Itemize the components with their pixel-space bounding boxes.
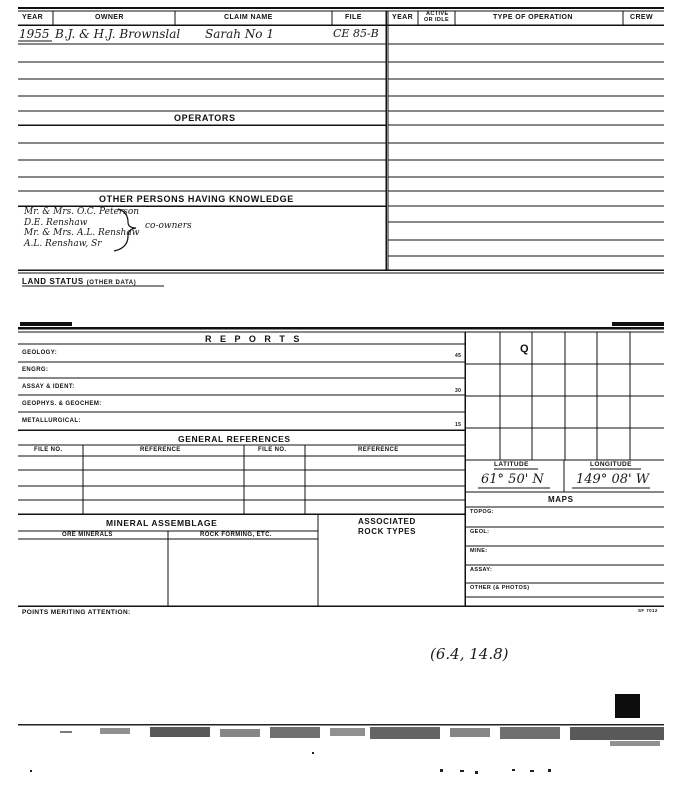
points-meriting-attention: POINTS MERITING ATTENTION: — [22, 609, 131, 616]
land-status-sub: (OTHER DATA) — [86, 280, 137, 286]
ref-header-reference-2: REFERENCE — [358, 447, 399, 453]
header-type-of-operation: TYPE OF OPERATION — [493, 14, 573, 21]
entry-claim-name: Sarah No 1 — [205, 27, 274, 41]
header-crew: CREW — [630, 14, 653, 21]
rock-forming-header: ROCK FORMING, ETC. — [200, 532, 272, 538]
report-engrg: ENGRG: — [22, 367, 49, 373]
operators-title: OPERATORS — [174, 113, 236, 123]
ore-minerals-header: ORE MINERALS — [62, 532, 113, 538]
other-persons-title: OTHER PERSONS HAVING KNOWLEDGE — [99, 194, 294, 204]
header-file: FILE — [345, 14, 362, 21]
handwritten-coordinates: (6.4, 14.8) — [430, 645, 509, 663]
reports-title: R E P O R T S — [205, 334, 303, 344]
grid-mark: Q — [520, 343, 530, 355]
map-mine: MINE: — [470, 548, 488, 554]
report-geology: GEOLOGY: — [22, 350, 58, 356]
report-assay-num: 30 — [455, 388, 462, 394]
map-topog: TOPOG: — [470, 509, 494, 515]
entry-owner: B.J. & H.J. Brownslal — [55, 27, 181, 41]
report-assay: ASSAY & IDENT: — [22, 384, 75, 390]
land-status-title: LAND STATUS (OTHER DATA) — [22, 277, 137, 286]
map-geol: GEOL: — [470, 529, 490, 535]
person-line-2: D.E. Renshaw — [24, 218, 88, 228]
header-owner: OWNER — [95, 14, 124, 21]
ref-header-reference-1: REFERENCE — [140, 447, 181, 453]
header-active: ACTIVE — [426, 11, 449, 17]
co-owners-note: co-owners — [145, 221, 192, 231]
mineral-assemblage-title: MINERAL ASSEMBLAGE — [106, 518, 218, 528]
longitude-value: 149° 08' W — [576, 472, 650, 487]
person-line-4: A.L. Renshaw, Sr — [24, 239, 102, 249]
header-year: YEAR — [22, 14, 44, 21]
form-number: SF 7012 — [638, 608, 658, 613]
header-year-right: YEAR — [392, 14, 414, 21]
map-other: OTHER (& PHOTOS) — [470, 585, 530, 591]
ref-header-file-no-1: FILE NO. — [34, 447, 63, 453]
associated-rock-types-line1: ASSOCIATED — [358, 517, 416, 526]
header-claim-name: CLAIM NAME — [224, 14, 273, 21]
report-geology-num: 45 — [455, 353, 462, 359]
report-metallurgical: METALLURGICAL: — [22, 418, 81, 424]
entry-year: 1955 — [19, 27, 50, 41]
longitude-label: LONGITUDE — [590, 461, 632, 468]
latitude-value: 61° 50' N — [481, 472, 544, 487]
general-references-title: GENERAL REFERENCES — [178, 434, 291, 444]
header-or-idle: OR IDLE — [424, 17, 450, 23]
entry-file: CE 85-B — [333, 27, 379, 40]
person-line-3: Mr. & Mrs. A.L. Renshaw — [24, 228, 140, 238]
person-line-1: Mr. & Mrs. O.C. Peterson — [24, 207, 140, 217]
report-geophys: GEOPHYS. & GEOCHEM: — [22, 401, 102, 407]
report-metallurgical-num: 15 — [455, 422, 462, 428]
latitude-label: LATITUDE — [494, 461, 529, 468]
map-assay: ASSAY: — [470, 567, 493, 573]
associated-rock-types-line2: ROCK TYPES — [358, 527, 417, 536]
maps-title: MAPS — [548, 495, 574, 504]
ref-header-file-no-2: FILE NO. — [258, 447, 287, 453]
